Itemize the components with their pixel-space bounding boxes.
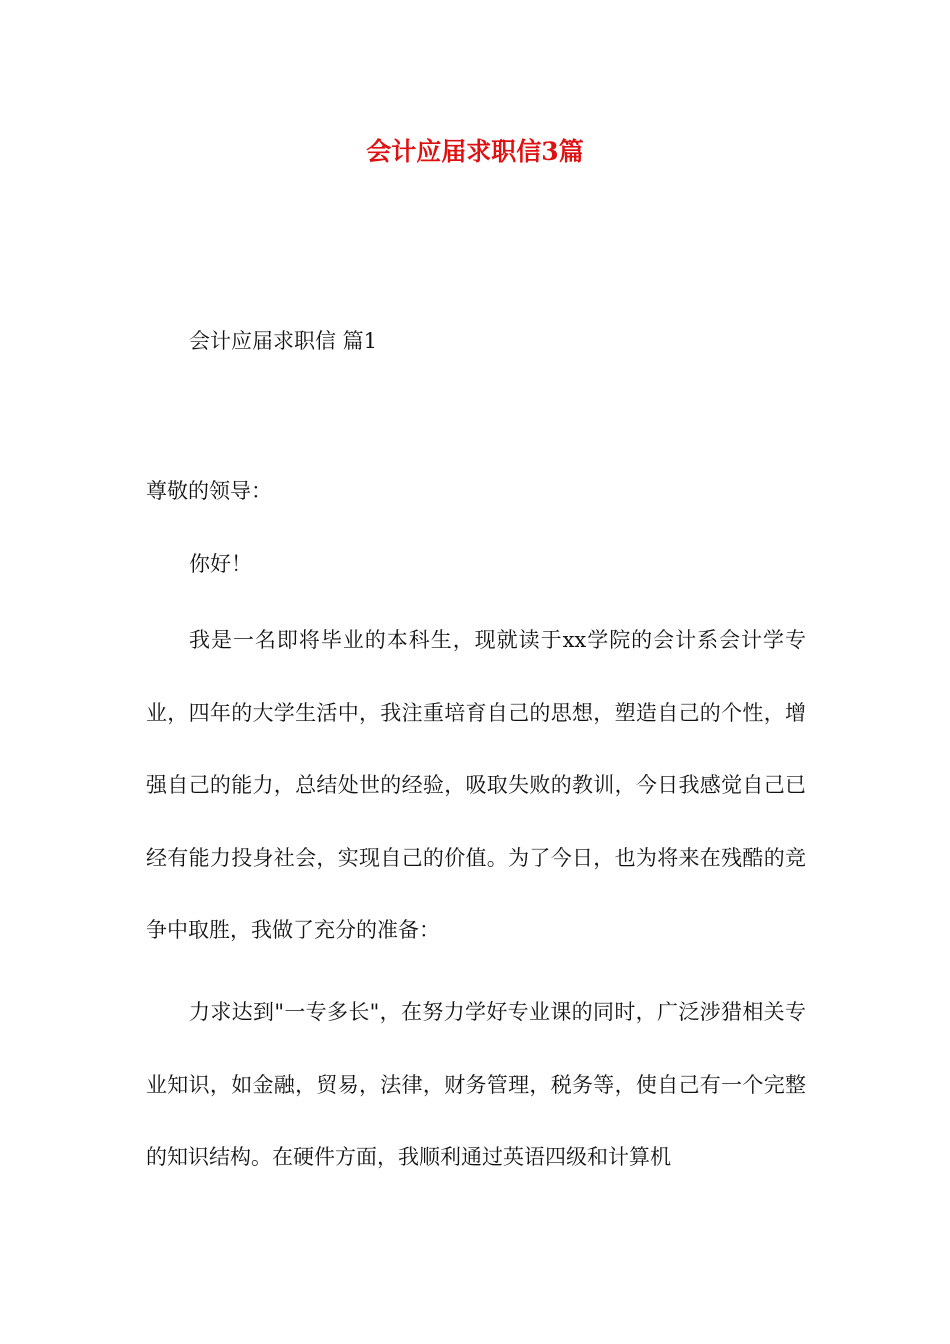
section-heading: 会计应届求职信 篇1	[189, 329, 378, 353]
letter-greeting: 你好！	[189, 552, 252, 576]
body-paragraph: 我是一名即将毕业的本科生，现就读于xx学院的会计系会计学专业，四年的大学生活中，我注重培育自己的思想，塑造自己的个性，增强自己的能力，总结处世的经验，吸取失败的教训，今日我感觉自己已经有能力投身社会，实现自己的价值。为了今日，也为将来在残酷的竞争中取胜，我做了充分的准备：	[146, 628, 806, 942]
document-title: 会计应届求职信3篇	[366, 137, 584, 166]
body-paragraph: 力求达到"一专多长"，在努力学好专业课的同时，广泛涉猎相关专业知识，如金融，贸易，法律，财务管理，税务等，使自己有一个完整的知识结构。在硬件方面，我顺利通过英语四级和计算机	[146, 1000, 806, 1169]
letter-salutation: 尊敬的领导：	[146, 479, 272, 503]
